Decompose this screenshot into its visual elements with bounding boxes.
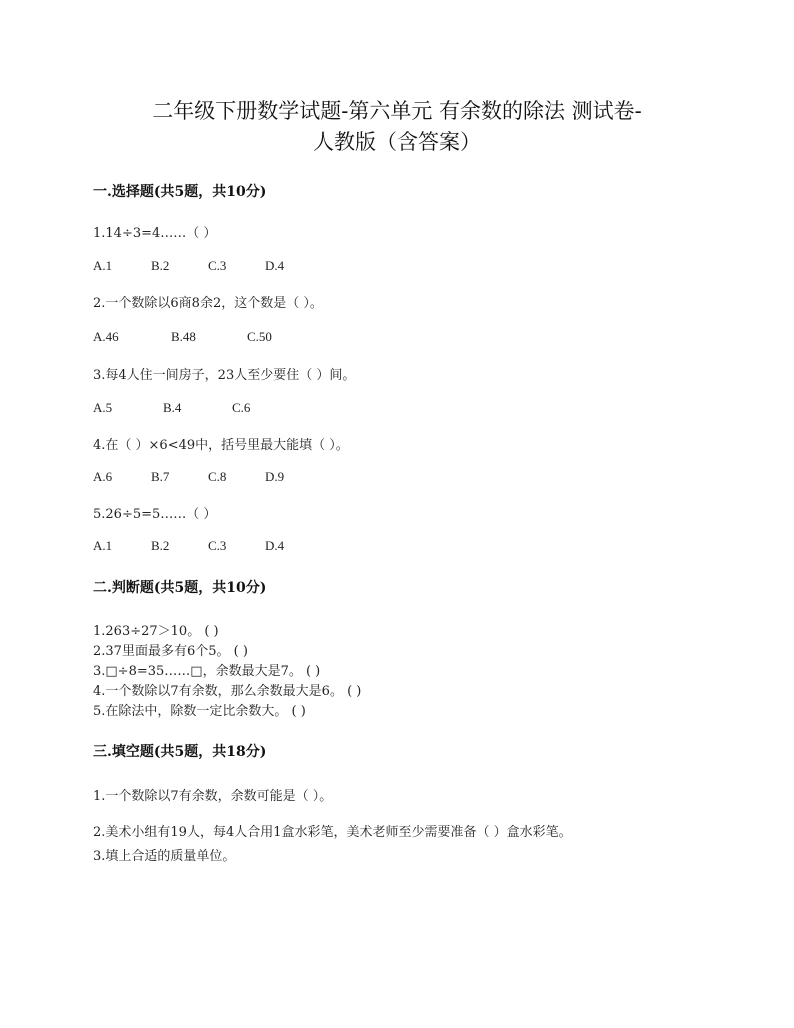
choice-question-5: 5.26÷5=5……（ ） <box>93 507 217 522</box>
section-heading-fill: 三.填空题(共5题，共18分) <box>93 744 267 760</box>
option-d: D.4 <box>265 538 285 553</box>
option-a: A.6 <box>93 469 113 484</box>
option-d: D.9 <box>265 469 285 484</box>
option-b: B.2 <box>151 258 170 273</box>
option-b: B.7 <box>151 469 170 484</box>
choice-question-4: 4.在（ ）×6<49中，括号里最大能填（ ）。 <box>93 438 349 453</box>
option-d: D.4 <box>265 258 285 273</box>
fill-item-1: 1.一个数除以7有余数，余数可能是（ ）。 <box>93 789 333 804</box>
option-b: B.48 <box>171 329 196 344</box>
choice-question-1: 1.14÷3=4……（ ） <box>93 226 217 241</box>
option-c: C.3 <box>208 258 227 273</box>
fill-item-2: 2.美术小组有19人，每4人合用1盒水彩笔，美术老师至少需要准备（ ）盒水彩笔。 <box>93 825 572 840</box>
option-c: C.50 <box>247 329 272 344</box>
option-a: A.1 <box>93 258 113 273</box>
option-a: A.46 <box>93 329 119 344</box>
option-c: C.3 <box>208 538 227 553</box>
document-title-line-1: 二年级下册数学试题-第六单元 有余数的除法 测试卷- <box>152 99 642 123</box>
option-a: A.1 <box>93 538 113 553</box>
choice-question-2: 2.一个数除以6商8余2，这个数是（ ）。 <box>93 296 323 311</box>
option-b: B.4 <box>163 400 182 415</box>
judge-item-4: 4.一个数除以7有余数，那么余数最大是6。 ( ) <box>93 684 362 699</box>
judge-item-3: 3.□÷8=35……□，余数最大是7。 ( ) <box>93 664 321 679</box>
option-a: A.5 <box>93 400 113 415</box>
document-title-line-2: 人教版（含答案） <box>313 130 481 154</box>
section-heading-choice: 一.选择题(共5题，共10分) <box>93 184 267 200</box>
judge-item-1: 1.263÷27＞10。 ( ) <box>93 624 219 639</box>
option-c: C.6 <box>232 400 251 415</box>
option-b: B.2 <box>151 538 170 553</box>
section-heading-judge: 二.判断题(共5题，共10分) <box>93 580 267 596</box>
judge-item-5: 5.在除法中，除数一定比余数大。 ( ) <box>93 704 306 719</box>
choice-question-3: 3.每4人住一间房子，23人至少要住（ ）间。 <box>93 368 356 383</box>
fill-item-3: 3.填上合适的质量单位。 <box>93 849 236 864</box>
option-c: C.8 <box>208 469 227 484</box>
judge-item-2: 2.37里面最多有6个5。 ( ) <box>93 644 248 659</box>
